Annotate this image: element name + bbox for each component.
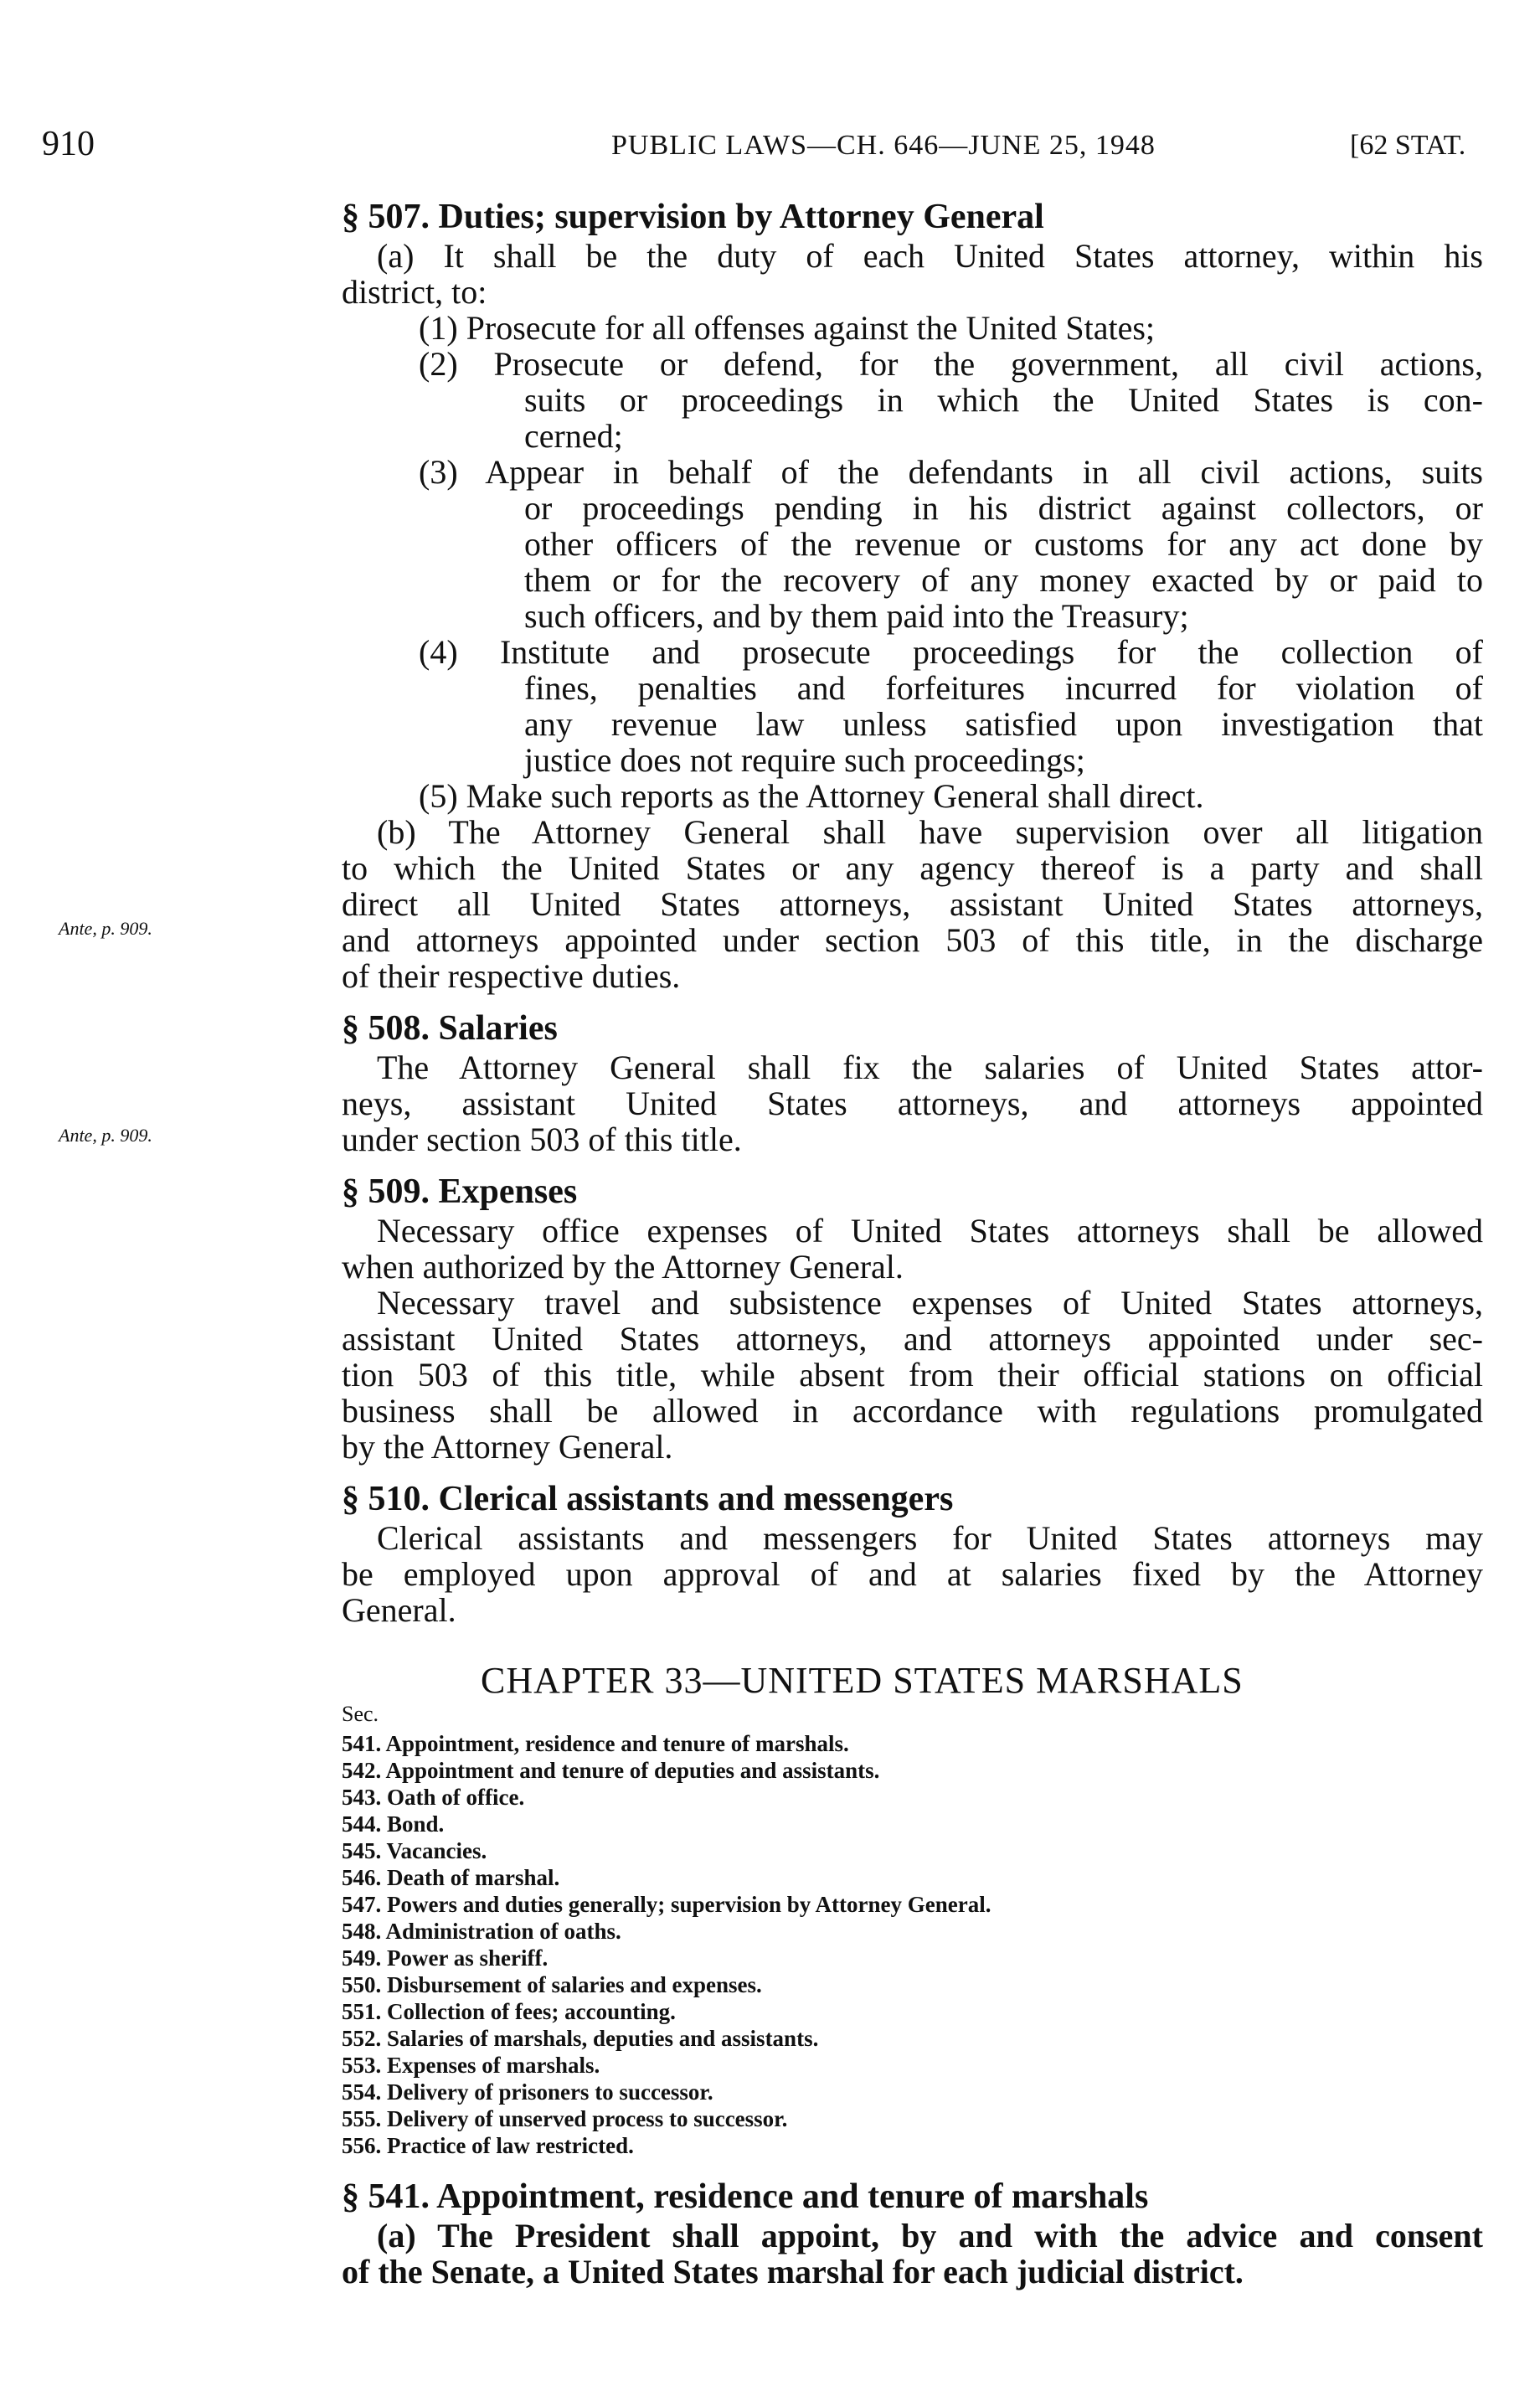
text-line: suits or proceedings in which the United States is con- [524,381,1483,419]
running-head: PUBLIC LAWS—CH. 646—JUNE 25, 1948 [611,130,1156,161]
text-line: business shall be allowed in accordance with regulations promulgated [342,1392,1483,1430]
text-line: (a) The President shall appoint, by and with the advice and consent [377,2217,1483,2254]
text-line: Necessary travel and subsistence expenses of United States attorneys, [377,1284,1483,1322]
toc-item: 543. Oath of office. [342,1785,525,1810]
text-line: other officers of the revenue or customs for any act done by [524,525,1483,563]
text-line: them or for the recovery of any money exacted by or paid to [524,561,1483,599]
text-line: (1) Prosecute for all offenses against the United States; [419,309,1156,347]
section-509-heading: § 509. Expenses [342,1172,578,1211]
section-507-heading: § 507. Duties; supervision by Attorney General [342,198,1044,236]
text-line: or proceedings pending in his district against collectors, or [524,489,1483,527]
margin-note: Ante, p. 909. [59,1125,152,1146]
text-line: cerned; [524,417,623,455]
page-number: 910 [42,125,95,163]
text-line: to which the United States or any agency thereof is a party and shall [342,849,1483,887]
toc-item: 549. Power as sheriff. [342,1945,549,1971]
text-line: by the Attorney General. [342,1428,673,1466]
section-541-heading: § 541. Appointment, residence and tenure of marshals [342,2177,1149,2216]
text-line: neys, assistant United States attorneys, and attorneys appointed [342,1085,1483,1122]
toc-item: 553. Expenses of marshals. [342,2053,600,2078]
toc-item: 551. Collection of fees; accounting. [342,1999,676,2024]
chapter-toc [342,1730,1483,2159]
text-line: The Attorney General shall fix the salaries of United States attor- [377,1049,1483,1086]
toc-item: 554. Delivery of prisoners to successor. [342,2079,713,2105]
text-line: such officers, and by them paid into the Treasury; [524,597,1189,635]
margin-note: Ante, p. 909. [59,918,152,939]
text-line: Necessary office expenses of United States attorneys shall be allowed [377,1212,1483,1250]
text-line: of their respective duties. [342,957,681,995]
text-line: be employed upon approval of and at salaries fixed by the Attorney [342,1555,1483,1593]
toc-item: 544. Bond. [342,1811,445,1837]
sec-label: Sec. [342,1702,379,1726]
toc-item: 548. Administration of oaths. [342,1919,621,1944]
text-line: when authorized by the Attorney General. [342,1248,904,1286]
toc-item: 556. Practice of law restricted. [342,2133,634,2158]
toc-item: 555. Delivery of unserved process to successor. [342,2106,788,2131]
text-line: any revenue law unless satisfied upon investigation that [524,705,1483,743]
toc-item: 546. Death of marshal. [342,1865,560,1890]
text-line: (3) Appear in behalf of the defendants in all civil actions, suits [419,453,1483,491]
section-510-heading: § 510. Clerical assistants and messengers [342,1480,954,1518]
text-line: tion 503 of this title, while absent from their official stations on official [342,1356,1483,1394]
text-line: under section 503 of this title. [342,1121,742,1158]
text-line: (b) The Attorney General shall have supervision over all litigation [377,813,1483,851]
page-body [342,196,1483,2290]
text-line: district, to: [342,273,487,311]
toc-item: 552. Salaries of marshals, deputies and assistants. [342,2026,819,2051]
section-508-heading: § 508. Salaries [342,1009,558,1048]
text-line: of the Senate, a United States marshal for each judicial district. [342,2253,1244,2290]
text-line: justice does not require such proceedings; [524,741,1085,779]
text-line: assistant United States attorneys, and attorneys appointed under sec- [342,1320,1483,1358]
text-line: (4) Institute and prosecute proceedings for the collection of [419,633,1483,671]
toc-item: 542. Appointment and tenure of deputies and assistants. [342,1758,880,1783]
text-line: direct all United States attorneys, assistant United States attorneys, [342,885,1483,923]
toc-item: 547. Powers and duties generally; supervision by Attorney General. [342,1892,991,1917]
toc-item: 550. Disbursement of salaries and expenses. [342,1972,762,1997]
toc-item: 541. Appointment, residence and tenure of marshals. [342,1731,849,1756]
text-line: (2) Prosecute or defend, for the government, all civil actions, [419,345,1483,383]
text-line: (a) It shall be the duty of each United States attorney, within his [377,237,1483,275]
text-line: and attorneys appointed under section 503 of this title, in the discharge [342,921,1483,959]
text-line: fines, penalties and forfeitures incurred for violation of [524,669,1483,707]
text-line: (5) Make such reports as the Attorney General shall direct. [419,777,1204,815]
text-line: General. [342,1591,456,1629]
toc-item: 545. Vacancies. [342,1838,487,1863]
statute-reference: [62 STAT. [1350,130,1466,161]
chapter-title: CHAPTER 33—UNITED STATES MARSHALS [481,1660,1244,1701]
text-line: Clerical assistants and messengers for United States attorneys may [377,1519,1483,1557]
